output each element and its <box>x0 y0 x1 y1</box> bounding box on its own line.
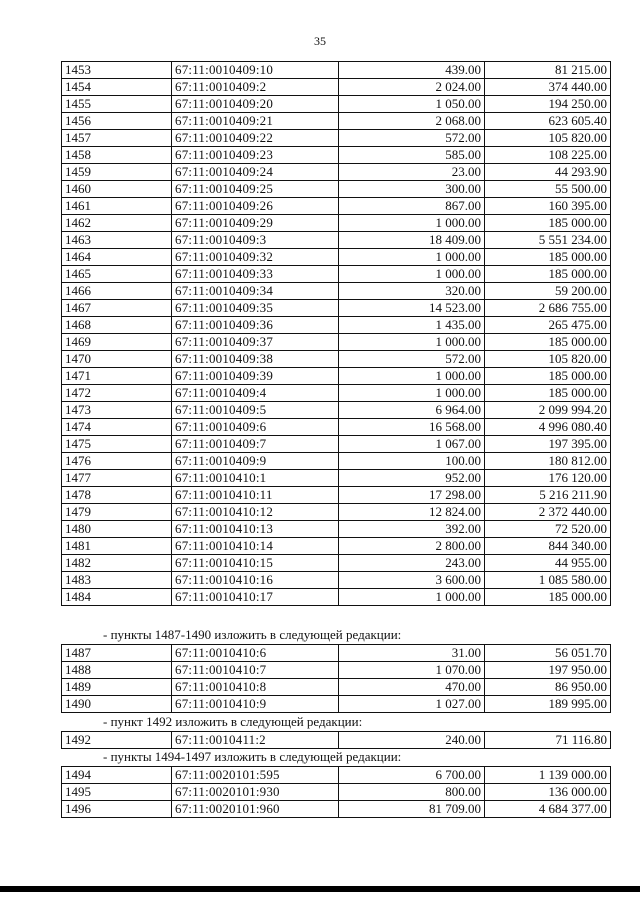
table-row <box>62 351 611 368</box>
table-row <box>62 215 611 232</box>
cadastral-number-cell: 67:11:0010409:10 <box>172 62 339 79</box>
table-row <box>62 487 611 504</box>
area-cell: 243.00 <box>339 555 485 572</box>
table-row <box>62 662 611 679</box>
amendment-note-1492: - пункт 1492 изложить в следующей редакции: <box>103 714 363 729</box>
area-cell: 1 050.00 <box>339 96 485 113</box>
value-cell: 189 995.00 <box>485 696 611 713</box>
item-number-cell: 1463 <box>62 232 172 249</box>
value-cell: 197 950.00 <box>485 662 611 679</box>
cadastral-number-cell: 67:11:0010410:17 <box>172 589 339 606</box>
item-number-cell: 1484 <box>62 589 172 606</box>
area-cell: 952.00 <box>339 470 485 487</box>
cadastral-number-cell: 67:11:0010409:21 <box>172 113 339 130</box>
value-cell: 185 000.00 <box>485 334 611 351</box>
table-row <box>62 198 611 215</box>
value-cell: 160 395.00 <box>485 198 611 215</box>
area-cell: 585.00 <box>339 147 485 164</box>
table-row <box>62 555 611 572</box>
table-row <box>62 147 611 164</box>
area-cell: 14 523.00 <box>339 300 485 317</box>
item-number-cell: 1483 <box>62 572 172 589</box>
cadastral-number-cell: 67:11:0010409:33 <box>172 266 339 283</box>
area-cell: 1 000.00 <box>339 334 485 351</box>
cadastral-number-cell: 67:11:0010409:4 <box>172 385 339 402</box>
table-row <box>62 801 611 818</box>
table-row <box>62 266 611 283</box>
cadastral-number-cell: 67:11:0010410:16 <box>172 572 339 589</box>
item-number-cell: 1487 <box>62 645 172 662</box>
value-cell: 265 475.00 <box>485 317 611 334</box>
table-row <box>62 679 611 696</box>
table-row <box>62 436 611 453</box>
area-cell: 6 964.00 <box>339 402 485 419</box>
area-cell: 439.00 <box>339 62 485 79</box>
cadastral-number-cell: 67:11:0010409:38 <box>172 351 339 368</box>
table-row <box>62 164 611 181</box>
item-number-cell: 1457 <box>62 130 172 147</box>
value-cell: 55 500.00 <box>485 181 611 198</box>
land-parcels-table-2 <box>61 644 611 713</box>
table-row <box>62 767 611 784</box>
table-row <box>62 453 611 470</box>
value-cell: 5 216 211.90 <box>485 487 611 504</box>
item-number-cell: 1458 <box>62 147 172 164</box>
table-row <box>62 385 611 402</box>
cadastral-number-cell: 67:11:0010409:32 <box>172 249 339 266</box>
item-number-cell: 1460 <box>62 181 172 198</box>
item-number-cell: 1477 <box>62 470 172 487</box>
area-cell: 1 027.00 <box>339 696 485 713</box>
area-cell: 572.00 <box>339 351 485 368</box>
cadastral-number-cell: 67:11:0010409:39 <box>172 368 339 385</box>
cadastral-number-cell: 67:11:0010409:9 <box>172 453 339 470</box>
area-cell: 23.00 <box>339 164 485 181</box>
item-number-cell: 1471 <box>62 368 172 385</box>
item-number-cell: 1469 <box>62 334 172 351</box>
item-number-cell: 1472 <box>62 385 172 402</box>
cadastral-number-cell: 67:11:0020101:960 <box>172 801 339 818</box>
area-cell: 392.00 <box>339 521 485 538</box>
item-number-cell: 1455 <box>62 96 172 113</box>
item-number-cell: 1476 <box>62 453 172 470</box>
item-number-cell: 1480 <box>62 521 172 538</box>
cadastral-number-cell: 67:11:0020101:930 <box>172 784 339 801</box>
amendment-note-1487-1490: - пункты 1487-1490 изложить в следующей редакции: <box>103 627 402 642</box>
item-number-cell: 1461 <box>62 198 172 215</box>
item-number-cell: 1482 <box>62 555 172 572</box>
cadastral-number-cell: 67:11:0010409:6 <box>172 419 339 436</box>
bottom-rule <box>0 886 640 892</box>
table-row <box>62 732 611 749</box>
value-cell: 185 000.00 <box>485 266 611 283</box>
item-number-cell: 1465 <box>62 266 172 283</box>
table-row <box>62 62 611 79</box>
table-row <box>62 538 611 555</box>
value-cell: 2 099 994.20 <box>485 402 611 419</box>
value-cell: 105 820.00 <box>485 130 611 147</box>
value-cell: 844 340.00 <box>485 538 611 555</box>
area-cell: 300.00 <box>339 181 485 198</box>
cadastral-number-cell: 67:11:0010409:24 <box>172 164 339 181</box>
cadastral-number-cell: 67:11:0010409:25 <box>172 181 339 198</box>
table-row <box>62 96 611 113</box>
item-number-cell: 1475 <box>62 436 172 453</box>
cadastral-number-cell: 67:11:0020101:595 <box>172 767 339 784</box>
table-row <box>62 784 611 801</box>
area-cell: 2 068.00 <box>339 113 485 130</box>
table-row <box>62 504 611 521</box>
area-cell: 1 435.00 <box>339 317 485 334</box>
area-cell: 100.00 <box>339 453 485 470</box>
table-row <box>62 572 611 589</box>
value-cell: 176 120.00 <box>485 470 611 487</box>
item-number-cell: 1479 <box>62 504 172 521</box>
value-cell: 44 293.90 <box>485 164 611 181</box>
cadastral-number-cell: 67:11:0010410:14 <box>172 538 339 555</box>
value-cell: 374 440.00 <box>485 79 611 96</box>
area-cell: 6 700.00 <box>339 767 485 784</box>
table-row <box>62 317 611 334</box>
value-cell: 81 215.00 <box>485 62 611 79</box>
cadastral-number-cell: 67:11:0010409:2 <box>172 79 339 96</box>
value-cell: 4 684 377.00 <box>485 801 611 818</box>
item-number-cell: 1478 <box>62 487 172 504</box>
table-row <box>62 130 611 147</box>
item-number-cell: 1474 <box>62 419 172 436</box>
area-cell: 1 000.00 <box>339 249 485 266</box>
cadastral-number-cell: 67:11:0010409:26 <box>172 198 339 215</box>
value-cell: 86 950.00 <box>485 679 611 696</box>
area-cell: 1 000.00 <box>339 215 485 232</box>
table-row <box>62 470 611 487</box>
cadastral-number-cell: 67:11:0010410:13 <box>172 521 339 538</box>
table-row <box>62 419 611 436</box>
table-row <box>62 521 611 538</box>
area-cell: 3 600.00 <box>339 572 485 589</box>
cadastral-number-cell: 67:11:0010409:22 <box>172 130 339 147</box>
cadastral-number-cell: 67:11:0010410:9 <box>172 696 339 713</box>
value-cell: 108 225.00 <box>485 147 611 164</box>
cadastral-number-cell: 67:11:0010409:3 <box>172 232 339 249</box>
value-cell: 2 372 440.00 <box>485 504 611 521</box>
area-cell: 18 409.00 <box>339 232 485 249</box>
table-row <box>62 368 611 385</box>
page-number: 35 <box>314 34 326 48</box>
cadastral-number-cell: 67:11:0010410:8 <box>172 679 339 696</box>
area-cell: 240.00 <box>339 732 485 749</box>
value-cell: 197 395.00 <box>485 436 611 453</box>
item-number-cell: 1473 <box>62 402 172 419</box>
cadastral-number-cell: 67:11:0010409:20 <box>172 96 339 113</box>
area-cell: 1 000.00 <box>339 589 485 606</box>
cadastral-number-cell: 67:11:0010410:7 <box>172 662 339 679</box>
item-number-cell: 1462 <box>62 215 172 232</box>
cadastral-number-cell: 67:11:0010411:2 <box>172 732 339 749</box>
cadastral-number-cell: 67:11:0010409:35 <box>172 300 339 317</box>
table-row <box>62 181 611 198</box>
area-cell: 320.00 <box>339 283 485 300</box>
value-cell: 105 820.00 <box>485 351 611 368</box>
area-cell: 2 800.00 <box>339 538 485 555</box>
cadastral-number-cell: 67:11:0010410:11 <box>172 487 339 504</box>
land-parcels-table-4 <box>61 766 611 818</box>
item-number-cell: 1481 <box>62 538 172 555</box>
amendment-note-1494-1497: - пункты 1494-1497 изложить в следующей редакции: <box>103 749 402 764</box>
value-cell: 180 812.00 <box>485 453 611 470</box>
value-cell: 4 996 080.40 <box>485 419 611 436</box>
item-number-cell: 1467 <box>62 300 172 317</box>
cadastral-number-cell: 67:11:0010409:5 <box>172 402 339 419</box>
value-cell: 623 605.40 <box>485 113 611 130</box>
table-row <box>62 300 611 317</box>
item-number-cell: 1495 <box>62 784 172 801</box>
item-number-cell: 1466 <box>62 283 172 300</box>
table-row <box>62 696 611 713</box>
table-row <box>62 79 611 96</box>
value-cell: 185 000.00 <box>485 368 611 385</box>
item-number-cell: 1470 <box>62 351 172 368</box>
table-row <box>62 402 611 419</box>
cadastral-number-cell: 67:11:0010409:23 <box>172 147 339 164</box>
area-cell: 1 067.00 <box>339 436 485 453</box>
area-cell: 1 000.00 <box>339 385 485 402</box>
area-cell: 2 024.00 <box>339 79 485 96</box>
cadastral-number-cell: 67:11:0010410:12 <box>172 504 339 521</box>
area-cell: 800.00 <box>339 784 485 801</box>
item-number-cell: 1456 <box>62 113 172 130</box>
area-cell: 12 824.00 <box>339 504 485 521</box>
area-cell: 31.00 <box>339 645 485 662</box>
cadastral-number-cell: 67:11:0010409:7 <box>172 436 339 453</box>
item-number-cell: 1453 <box>62 62 172 79</box>
area-cell: 470.00 <box>339 679 485 696</box>
cadastral-number-cell: 67:11:0010410:6 <box>172 645 339 662</box>
table-row <box>62 334 611 351</box>
table-row <box>62 232 611 249</box>
cadastral-number-cell: 67:11:0010409:29 <box>172 215 339 232</box>
value-cell: 185 000.00 <box>485 385 611 402</box>
cadastral-number-cell: 67:11:0010410:1 <box>172 470 339 487</box>
table-row <box>62 249 611 266</box>
area-cell: 867.00 <box>339 198 485 215</box>
value-cell: 59 200.00 <box>485 283 611 300</box>
cadastral-number-cell: 67:11:0010410:15 <box>172 555 339 572</box>
value-cell: 194 250.00 <box>485 96 611 113</box>
cadastral-number-cell: 67:11:0010409:36 <box>172 317 339 334</box>
item-number-cell: 1492 <box>62 732 172 749</box>
value-cell: 136 000.00 <box>485 784 611 801</box>
area-cell: 1 000.00 <box>339 266 485 283</box>
value-cell: 44 955.00 <box>485 555 611 572</box>
value-cell: 72 520.00 <box>485 521 611 538</box>
area-cell: 16 568.00 <box>339 419 485 436</box>
item-number-cell: 1490 <box>62 696 172 713</box>
cadastral-number-cell: 67:11:0010409:37 <box>172 334 339 351</box>
area-cell: 81 709.00 <box>339 801 485 818</box>
value-cell: 1 085 580.00 <box>485 572 611 589</box>
value-cell: 56 051.70 <box>485 645 611 662</box>
land-parcels-table-1 <box>61 61 611 606</box>
area-cell: 572.00 <box>339 130 485 147</box>
item-number-cell: 1488 <box>62 662 172 679</box>
value-cell: 71 116.80 <box>485 732 611 749</box>
area-cell: 17 298.00 <box>339 487 485 504</box>
table-row <box>62 113 611 130</box>
cadastral-number-cell: 67:11:0010409:34 <box>172 283 339 300</box>
item-number-cell: 1468 <box>62 317 172 334</box>
value-cell: 2 686 755.00 <box>485 300 611 317</box>
table-row <box>62 645 611 662</box>
area-cell: 1 000.00 <box>339 368 485 385</box>
value-cell: 185 000.00 <box>485 215 611 232</box>
item-number-cell: 1459 <box>62 164 172 181</box>
land-parcels-table-3 <box>61 731 611 749</box>
value-cell: 185 000.00 <box>485 249 611 266</box>
item-number-cell: 1489 <box>62 679 172 696</box>
item-number-cell: 1464 <box>62 249 172 266</box>
value-cell: 185 000.00 <box>485 589 611 606</box>
value-cell: 1 139 000.00 <box>485 767 611 784</box>
table-row <box>62 283 611 300</box>
item-number-cell: 1494 <box>62 767 172 784</box>
area-cell: 1 070.00 <box>339 662 485 679</box>
table-row <box>62 589 611 606</box>
value-cell: 5 551 234.00 <box>485 232 611 249</box>
item-number-cell: 1496 <box>62 801 172 818</box>
item-number-cell: 1454 <box>62 79 172 96</box>
